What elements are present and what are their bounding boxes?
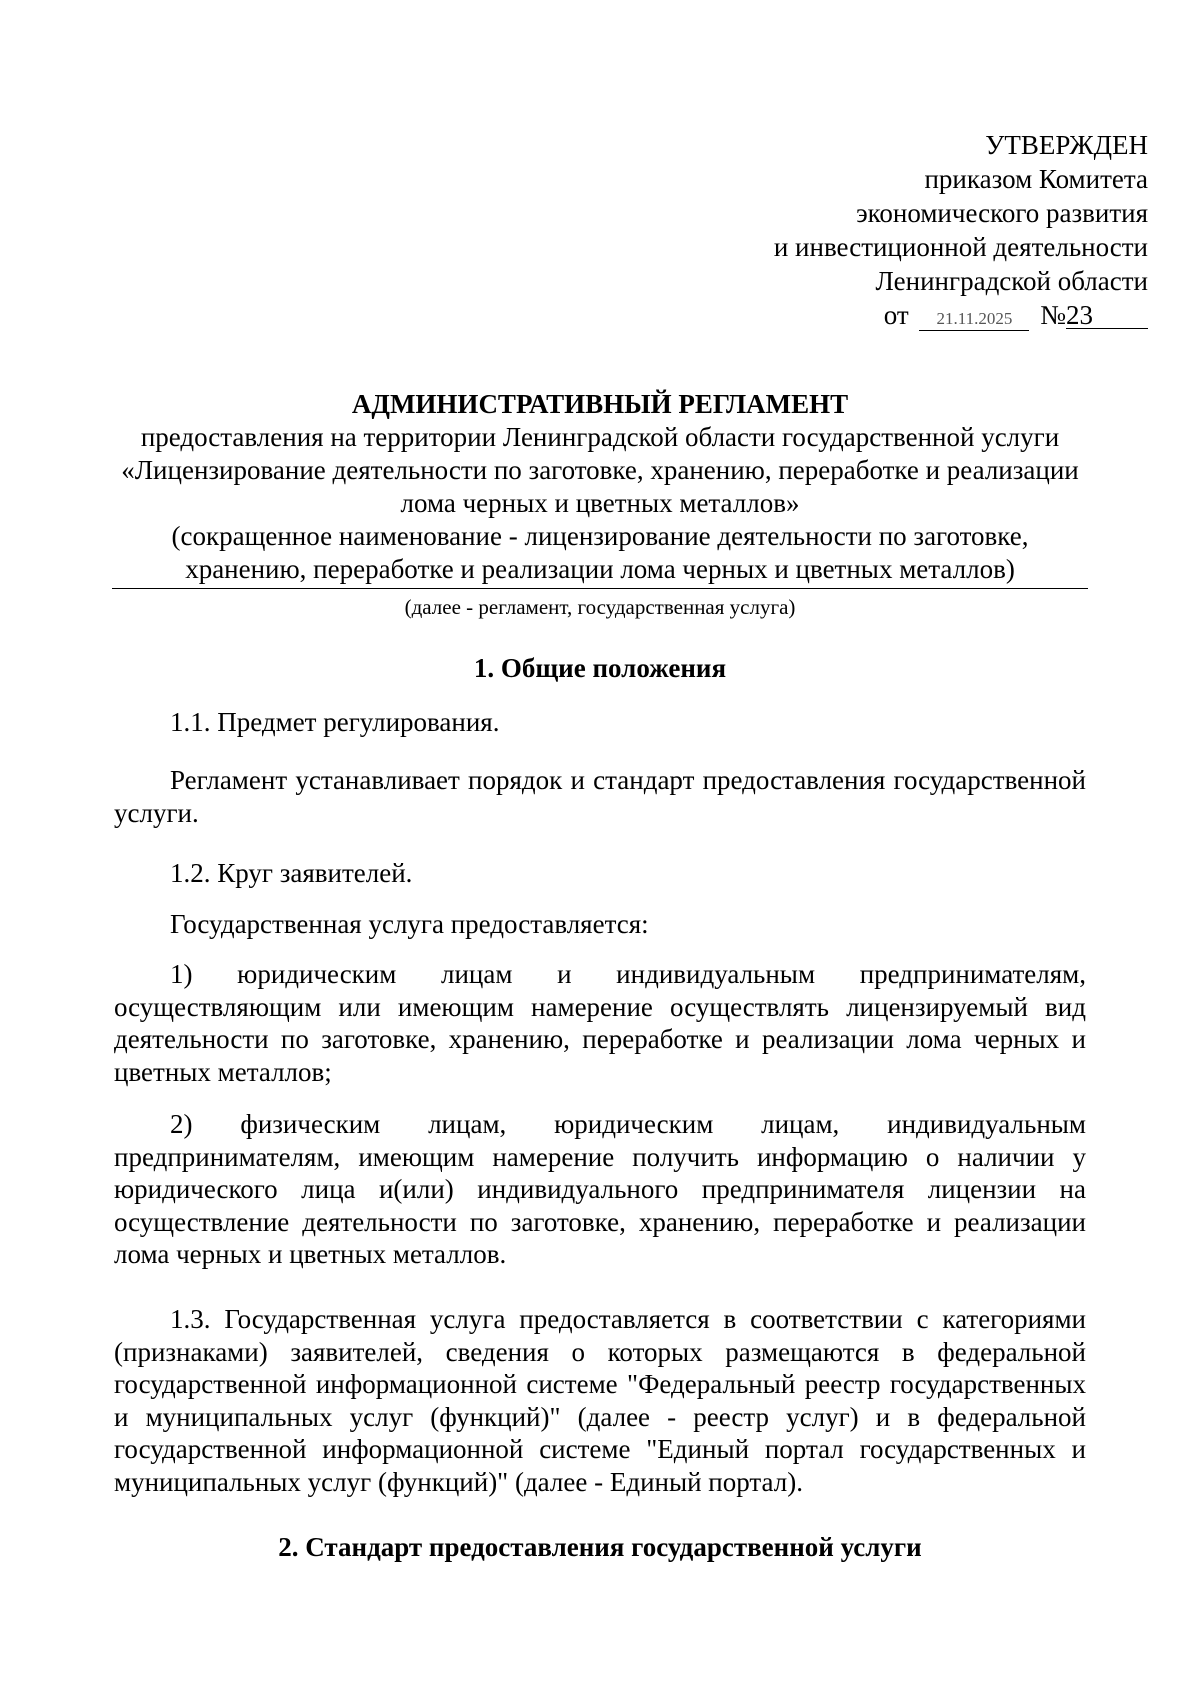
approval-committee-line: экономического развития	[856, 198, 1148, 228]
regulation-title	[112, 388, 1088, 586]
title-main: АДМИНИСТРАТИВНЫЙ РЕГЛАМЕНТ	[351, 389, 849, 419]
applicant-item-1: 1) юридическим лицам и индивидуальным предпринимателям, осуществляющим или имеющим намерение осуществлять лицензируемый вид деятельности по заготовке, хранению, переработке и реализации лома черных и цветных металлов;	[114, 959, 1086, 1087]
title-note: (далее - регламент, государственная услуга)	[404, 595, 796, 619]
title-underline	[112, 588, 1088, 589]
title-line-5: хранению, переработке и реализации лома черных и цветных металлов)	[185, 554, 1015, 584]
title-line-4: (сокращенное наименование - лицензирование деятельности по заготовке,	[171, 521, 1029, 551]
applicant-item-2: 2) физическим лицам, юридическим лицам, индивидуальным предпринимателям, имеющим намерение получить информацию о наличии у юридического лица и(или) индивидуального предпринимателя лицензии на осуществление деятельности по заготовке, хранению, переработке и реализации лома черных и цветных металлов.	[114, 1109, 1086, 1269]
subsection-1-1-heading: 1.1. Предмет регулирования.	[170, 707, 500, 737]
subsection-1-3-text: 1.3. Государственная услуга предоставляется в соответствии с категориями (признаками) заявителей, сведения о которых размещаются в федеральной государственной информационной системе "Федеральный реестр государственных и муниципальных услуг (функций)" (далее - реестр услуг) и в федеральной государственной информационной системе "Единый портал государственных и муниципальных услуг (функций)" (далее - Единый портал).	[114, 1304, 1086, 1497]
title-line-2: «Лицензирование деятельности по заготовке, хранению, переработке и реализации	[121, 455, 1079, 485]
approval-committee-line-2: и инвестиционной деятельности	[773, 232, 1148, 262]
number-field: 23	[1066, 302, 1148, 329]
subsection-1-1-text: Регламент устанавливает порядок и стандарт предоставления государственной услуги.	[114, 765, 1086, 828]
section-2-title: 2. Стандарт предоставления государственной услуги	[278, 1532, 922, 1562]
subsection-1-2-intro: Государственная услуга предоставляется:	[170, 909, 649, 939]
approval-heading: УТВЕРЖДЕН	[985, 130, 1148, 160]
approval-date-line	[588, 298, 1148, 332]
approval-region-line: Ленинградской области	[875, 266, 1148, 296]
section-1-title: 1. Общие положения	[473, 653, 727, 683]
date-prefix: от	[883, 300, 909, 330]
date-field: 21.11.2025	[919, 308, 1029, 331]
approval-stamp	[588, 128, 1148, 332]
subsection-1-2-heading: 1.2. Круг заявителей.	[170, 858, 413, 888]
title-line-3: лома черных и цветных металлов»	[400, 488, 800, 518]
title-line-1: предоставления на территории Ленинградской области государственной услуги	[140, 422, 1060, 452]
approval-order-line: приказом Комитета	[924, 164, 1148, 194]
number-sign: №	[1040, 300, 1066, 330]
